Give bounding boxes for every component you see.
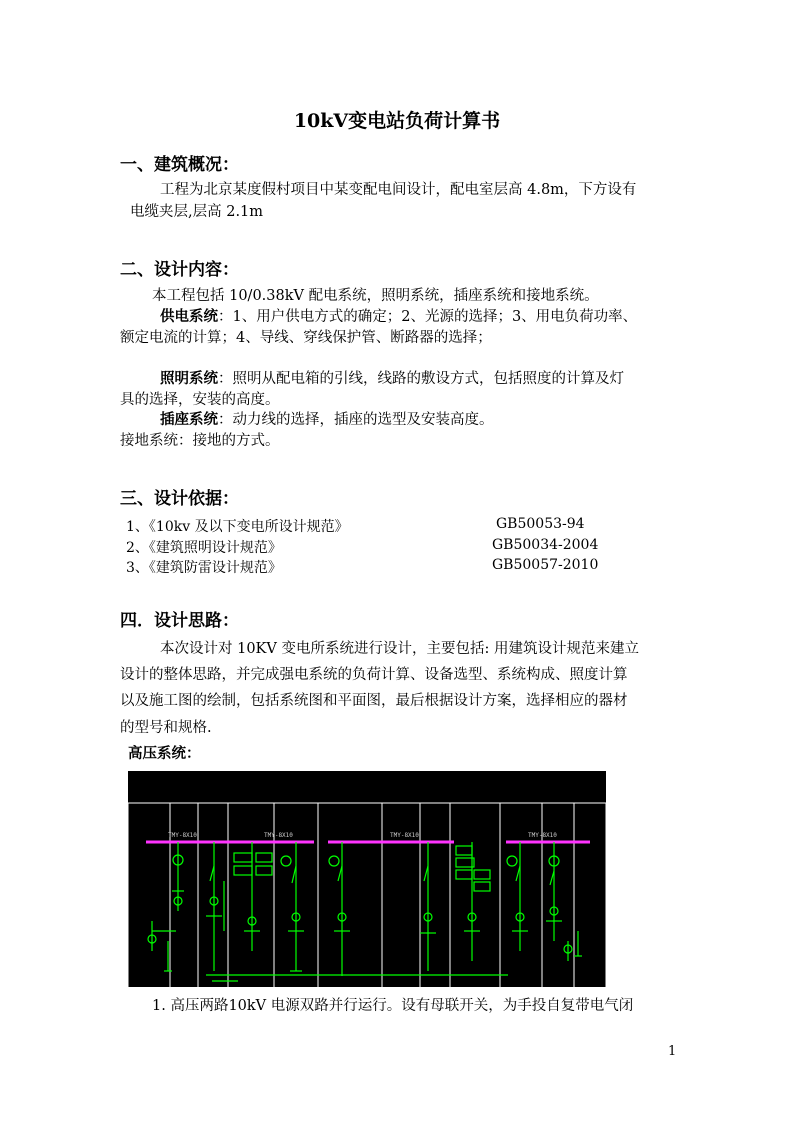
- section1-paragraph-line1: 工程为北京某度假村项目中某变配电间设计，配电室层高 4.8m，下方设有: [160, 182, 637, 198]
- power-system-label: 供电系统: [160, 308, 218, 325]
- busbar-labels: [168, 832, 557, 839]
- section4-paragraph-line1: 本次设计对 10KV 变电所系统进行设计，主要包括: 用建筑设计规范来建立: [160, 641, 639, 657]
- section1-heading: 一、建筑概况：: [120, 155, 239, 175]
- section4-paragraph-line3: 以及施工图的绘制，包括系统图和平面图，最后根据设计方案，选择相应的器材: [120, 693, 628, 709]
- hv-diagram-drawing: [128, 771, 606, 987]
- section2-intro: 本工程包括 10/0.38kV 配电系统，照明系统，插座系统和接地系统。: [152, 288, 599, 304]
- power-system-line1: [160, 306, 637, 328]
- section4-paragraph-line4: 的型号和规格.: [120, 720, 212, 736]
- socket-system-line: [160, 409, 494, 431]
- section4-heading: 四．设计思路：: [120, 611, 239, 631]
- section1-paragraph-line2: 电缆夹层,层高 2.1m: [130, 204, 264, 220]
- document-title: 10kV变电站负荷计算书: [293, 110, 501, 132]
- lighting-system-text: ：照明从配电箱的引线，线路的敷设方式，包括照度的计算及灯: [218, 371, 624, 387]
- reference-code: GB50053-94: [496, 516, 585, 532]
- hv-system-label: 高压系统：: [128, 745, 201, 762]
- section3-heading: 三、设计依据：: [120, 489, 239, 509]
- svg-text:TMY-8X10: TMY-8X10: [168, 832, 197, 839]
- svg-text:TMY-8X10: TMY-8X10: [264, 832, 293, 839]
- lighting-system-label: 照明系统: [160, 370, 218, 387]
- socket-system-label: 插座系统: [160, 411, 218, 428]
- svg-text:TMY-8X10: TMY-8X10: [390, 832, 419, 839]
- list-item-1: 1. 高压两路10kV 电源双路并行运行。设有母联开关，为手投自复带电气闭: [152, 998, 634, 1014]
- svg-text:TMY-8X10: TMY-8X10: [528, 832, 557, 839]
- page-number: 1: [668, 1044, 677, 1059]
- grounding-system-line: 接地系统：接地的方式。: [120, 433, 280, 449]
- reference-name: 1、《10kv 及以下变电所设计规范》: [126, 519, 349, 535]
- power-system-text: ：1、用户供电方式的确定；2、光源的选择；3、用电负荷功率、: [218, 309, 638, 325]
- reference-name: 3、《建筑防雷设计规范》: [126, 560, 282, 576]
- lighting-system-line2: 具的选择，安装的高度。: [120, 392, 280, 408]
- socket-system-text: ：动力线的选择，插座的选型及安装高度。: [218, 412, 494, 428]
- reference-row: [126, 516, 585, 536]
- reference-row: [126, 537, 599, 557]
- reference-code: GB50034-2004: [492, 537, 599, 553]
- circuit-feeders: [148, 842, 582, 981]
- diagram-frame: [128, 803, 606, 987]
- reference-code: GB50057-2010: [492, 557, 599, 573]
- section2-heading: 二、设计内容：: [120, 260, 239, 280]
- reference-name: 2、《建筑照明设计规范》: [126, 540, 282, 556]
- hv-single-line-diagram: [128, 771, 606, 987]
- lighting-system-line1: [160, 368, 624, 390]
- power-system-line2: 额定电流的计算；4、导线、穿线保护管、断路器的选择；: [120, 330, 492, 346]
- section4-paragraph-line2: 设计的整体思路，并完成强电系统的负荷计算、设备选型、系统构成、照度计算: [120, 667, 628, 683]
- reference-row: [126, 557, 599, 577]
